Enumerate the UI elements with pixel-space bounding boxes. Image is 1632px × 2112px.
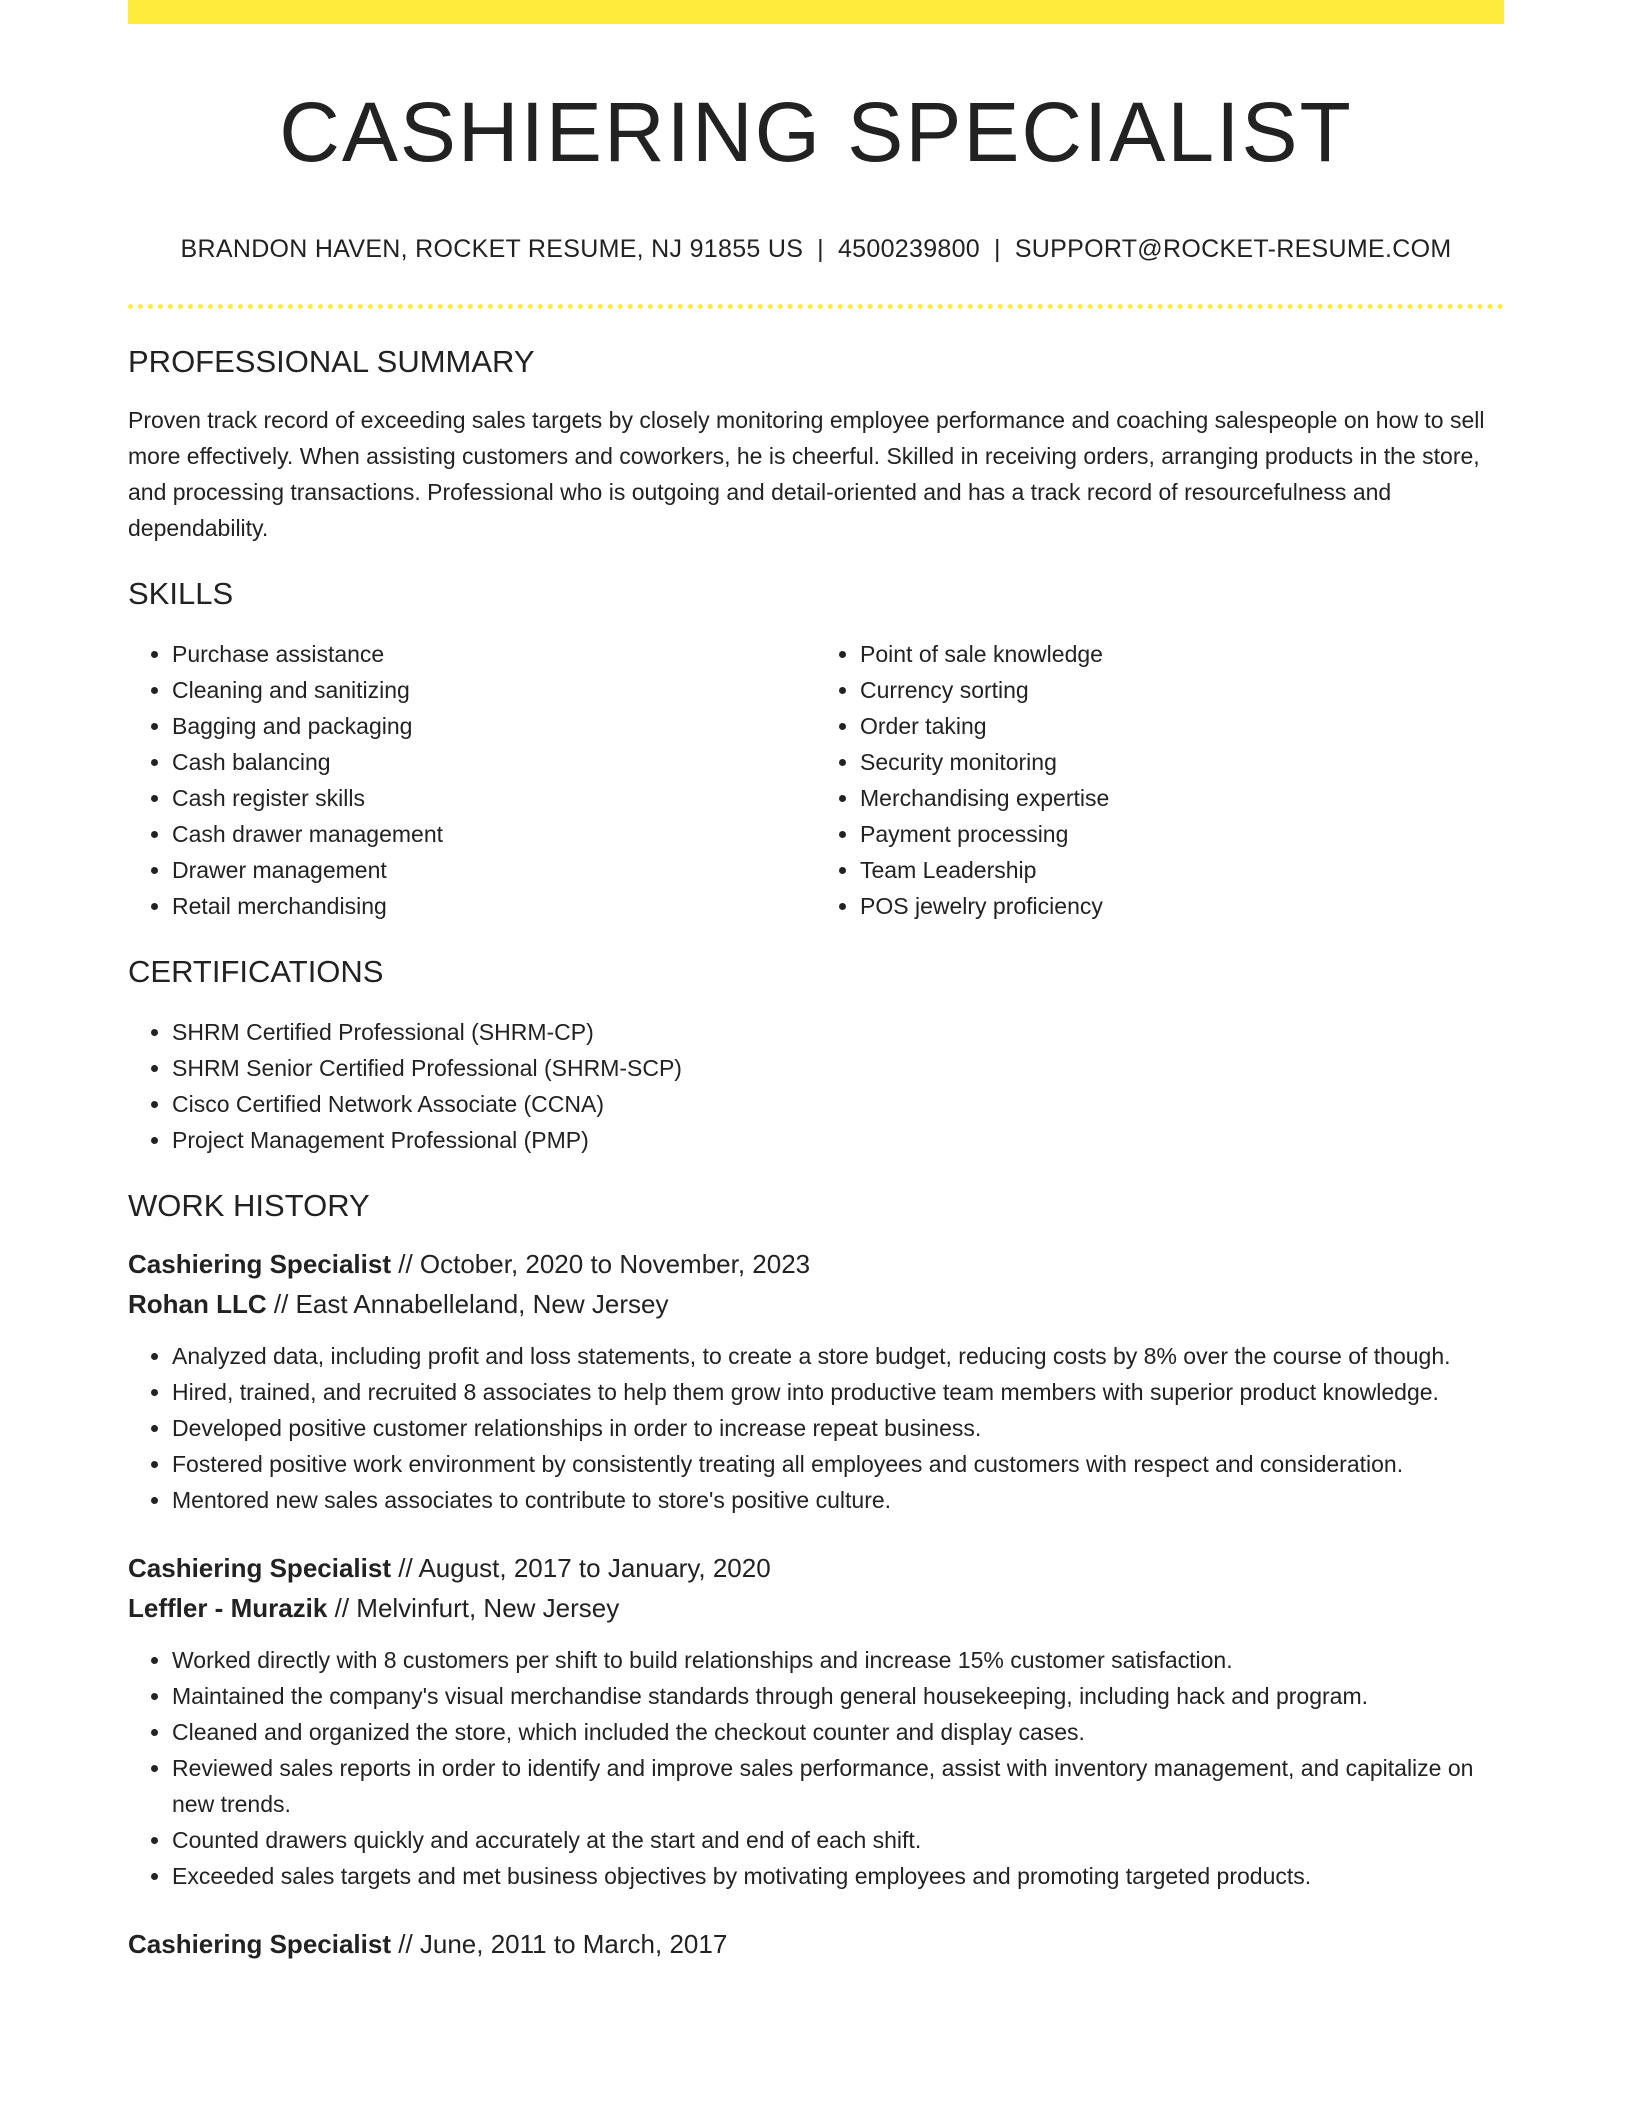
list-item: • Hired, trained, and recruited 8 associates to help them grow into productive team members with superior product knowledge. [172,1374,1504,1410]
list-item: • Cash balancing [172,744,816,780]
job-role: Cashiering Specialist [128,1929,391,1959]
list-item: • Worked directly with 8 customers per shift to build relationships and increase 15% customer satisfaction. [172,1642,1504,1678]
list-item: • Order taking [860,708,1504,744]
job-role-line [128,1244,1504,1284]
list-item: • Analyzed data, including profit and loss statements, to create a store budget, reducing costs by 8% over the course of though. [172,1338,1504,1374]
section-title: WORK HISTORY [128,1188,370,1223]
section-title: CERTIFICATIONS [128,954,384,989]
list-item: • Cisco Certified Network Associate (CCNA) [172,1086,1504,1122]
header-divider [128,304,1504,309]
job-bullets [128,1642,1504,1894]
job-entry [128,1548,1504,1894]
section-title: SKILLS [128,576,234,611]
list-item: • Mentored new sales associates to contribute to store's positive culture. [172,1482,1504,1518]
list-item: • Point of sale knowledge [860,636,1504,672]
list-item: • Security monitoring [860,744,1504,780]
list-item: • Maintained the company's visual merchandise standards through general housekeeping, including hack and program. [172,1678,1504,1714]
job-company-line [128,1588,1504,1628]
contact-line [128,234,1504,264]
list-item: • Counted drawers quickly and accurately at the start and end of each shift. [172,1822,1504,1858]
job-company: Leffler - Murazik [128,1593,328,1623]
list-item: • Currency sorting [860,672,1504,708]
list-item: • Fostered positive work environment by consistently treating all employees and customers with respect and consideration. [172,1446,1504,1482]
list-item: • Developed positive customer relationships in order to increase repeat business. [172,1410,1504,1446]
summary-text: Proven track record of exceeding sales targets by closely monitoring employee performance and coaching salespeople on how to sell more effectively. When assisting customers and coworkers, he is cheerful. Skilled in receiving orders, arranging products in the store, and processing transactions. Professional who is outgoing and detail-oriented and has a track record of resourcefulness and dependability. [128,407,1485,541]
certifications-section [128,954,1504,1158]
contact-phone: 4500239800 [837,235,981,263]
list-item: • Payment processing [860,816,1504,852]
certifications-list [128,1014,1504,1158]
job-entry [128,1924,1504,1964]
contact-separator: | [994,235,1001,263]
list-item: • SHRM Senior Certified Professional (SHRM-SCP) [172,1050,1504,1086]
skills-columns [128,636,1504,924]
list-item: • Retail merchandising [172,888,816,924]
list-item: • SHRM Certified Professional (SHRM-CP) [172,1014,1504,1050]
job-entry [128,1244,1504,1518]
job-bullets [128,1338,1504,1518]
job-location: // East Annabelleland, New Jersey [273,1289,669,1319]
job-dates: // June, 2011 to March, 2017 [398,1929,728,1959]
contact-address: BRANDON HAVEN, ROCKET RESUME, NJ 91855 US [180,235,804,263]
contact-email: SUPPORT@ROCKET-RESUME.COM [1014,235,1452,263]
resume-page [128,0,1504,1964]
list-item: • Bagging and packaging [172,708,816,744]
list-item: • Team Leadership [860,852,1504,888]
contact-separator: | [817,235,824,263]
job-dates: // August, 2017 to January, 2020 [398,1553,771,1583]
list-item: • Exceeded sales targets and met business objectives by motivating employees and promoting targeted products. [172,1858,1504,1894]
section-title: PROFESSIONAL SUMMARY [128,344,535,379]
skills-list-right [816,636,1504,924]
list-item: • Purchase assistance [172,636,816,672]
list-item: • Cash drawer management [172,816,816,852]
top-accent-bar [128,0,1504,24]
job-role: Cashiering Specialist [128,1249,391,1279]
list-item: • Cash register skills [172,780,816,816]
job-role-line [128,1924,1504,1964]
work-history-section [128,1188,1504,1964]
job-dates: // October, 2020 to November, 2023 [398,1249,811,1279]
job-location: // Melvinfurt, New Jersey [334,1593,620,1623]
list-item: • Cleaning and sanitizing [172,672,816,708]
list-item: • Project Management Professional (PMP) [172,1122,1504,1158]
job-role: Cashiering Specialist [128,1553,391,1583]
list-item: • Reviewed sales reports in order to identify and improve sales performance, assist with inventory management, and capitalize on new trends. [172,1750,1504,1822]
job-company: Rohan LLC [128,1289,267,1319]
list-item: • Merchandising expertise [860,780,1504,816]
summary-section [128,344,1504,546]
skills-list-left [128,636,816,924]
skills-section [128,576,1504,924]
list-item: • Cleaned and organized the store, which included the checkout counter and display cases. [172,1714,1504,1750]
job-company-line [128,1284,1504,1324]
resume-title: CASHIERING SPECIALIST [279,85,1353,179]
list-item: • POS jewelry proficiency [860,888,1504,924]
list-item: • Drawer management [172,852,816,888]
job-role-line [128,1548,1504,1588]
